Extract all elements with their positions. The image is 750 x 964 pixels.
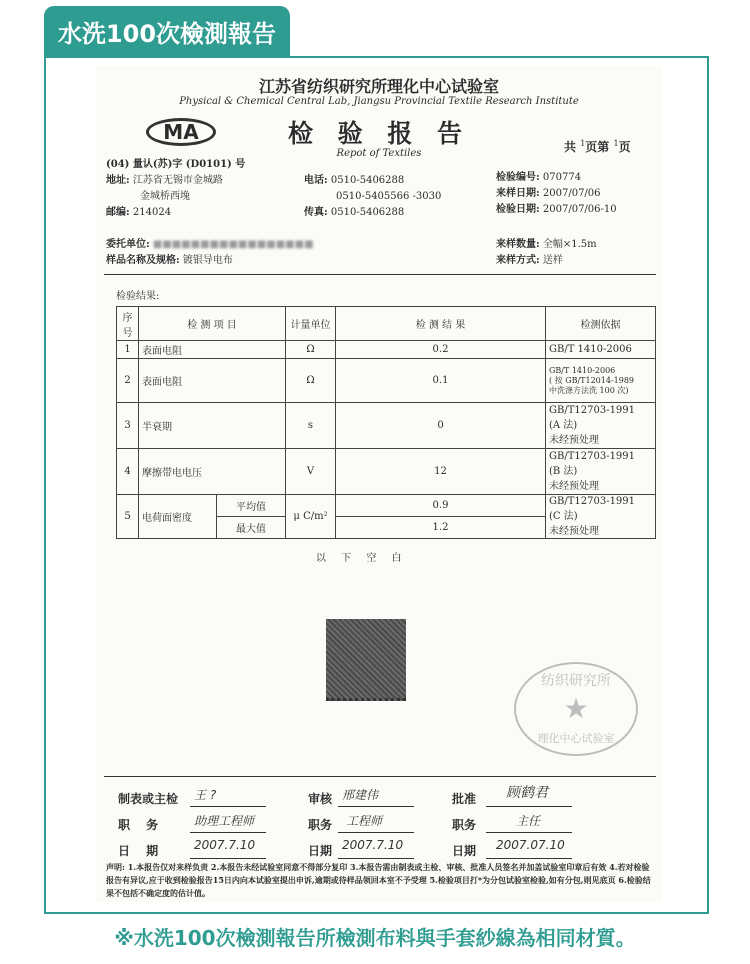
row2-no: 2 [117, 359, 139, 403]
test-report-document [96, 66, 662, 902]
duty-line [190, 832, 266, 833]
row2-basis [546, 359, 656, 403]
duty-signature: 助理工程师 [194, 814, 255, 828]
row3-unit: s [286, 403, 336, 449]
results-label: 检验结果: [116, 291, 160, 302]
date2-signature: 2007.7.10 [342, 838, 404, 852]
test-date-value: 2007/07/06-10 [542, 204, 617, 215]
table-row [117, 359, 656, 403]
row4-item: 摩擦带电电压 [139, 449, 286, 495]
row4-basis-line3: 未经预处理 [549, 481, 599, 492]
test-date [496, 203, 617, 217]
row5-basis [546, 495, 656, 539]
fax [304, 206, 404, 220]
approver-label: 批准 [452, 792, 477, 806]
page-end-label: 页 [618, 140, 631, 154]
report-title-en: Repot of Textiles [336, 148, 422, 159]
table-header-row [117, 307, 656, 341]
stamp-star-icon: ★ [563, 692, 589, 725]
institute-name-en: Physical & Chemical Central Lab, Jiangsu Provincial Textile Research Institute [179, 96, 579, 107]
table-row [117, 403, 656, 449]
header-result: 检 测 结 果 [336, 307, 546, 341]
duty2-label: 职务 [308, 818, 333, 832]
sample-name-value: 镀银导电布 [182, 255, 233, 266]
row4-result: 12 [336, 449, 546, 495]
duty3-signature: 主任 [516, 814, 541, 828]
divider-line [104, 274, 656, 275]
row1-no: 1 [117, 341, 139, 359]
duty2-line [338, 832, 414, 833]
row5-sub-average: 平均值 [217, 495, 286, 517]
row3-basis-line2: (A 法) [549, 420, 578, 431]
sample-date-label: 来样日期: [496, 188, 540, 199]
ma-certification-logo: MA [146, 118, 216, 146]
row4-basis-line1: GB/T12703-1991 [549, 451, 636, 462]
phone-value-2: 0510-5405566 -3030 [336, 191, 442, 202]
footnote-caption: ※水洗100次檢測報告所檢測布料與手套紗線為相同材質。 [114, 926, 636, 950]
sample-date [496, 187, 601, 201]
row2-unit: Ω [286, 359, 336, 403]
header-no: 序号 [117, 307, 139, 341]
row5-result-average: 0.9 [336, 495, 546, 517]
reviewer-signature: 邢建伟 [342, 788, 379, 802]
page-count [564, 138, 631, 155]
report-title: 检 验 报 告 [287, 119, 471, 148]
date3-line [486, 858, 572, 859]
report-badge: 水洗100次檢測報告 [44, 6, 290, 56]
sample-method-label: 来样方式: [496, 255, 540, 266]
row4-basis [546, 449, 656, 495]
table-row [117, 449, 656, 495]
page-total: 1 [580, 139, 586, 148]
row2-basis-line3: 中洗涤方法洗 100 次) [549, 385, 629, 395]
table-row [117, 341, 656, 359]
row1-item: 表面电阻 [139, 341, 286, 359]
results-table [116, 306, 656, 539]
row4-unit: V [286, 449, 336, 495]
reviewer-line [338, 806, 414, 807]
duty3-label: 职务 [452, 818, 477, 832]
date-line [190, 858, 266, 859]
address-line2: 金城桥西堍 [140, 191, 190, 202]
reviewer-label: 审核 [308, 792, 333, 806]
institute-name-cn: 江苏省纺织研究所理化中心试验室 [258, 77, 499, 96]
maker-line [190, 806, 266, 807]
signoff-divider [104, 776, 656, 777]
header-item: 检 测 项 目 [139, 307, 286, 341]
row5-no: 5 [117, 495, 139, 539]
date2-label: 日期 [308, 844, 333, 858]
sample-name [106, 254, 233, 268]
row5-basis-line1: GB/T12703-1991 [549, 496, 636, 507]
table-row [117, 495, 656, 517]
row5-basis-line2: (C 法) [549, 511, 578, 522]
row3-item: 半衰期 [139, 403, 286, 449]
maker-label: 制表或主检 [118, 792, 179, 806]
date-signature: 2007.7.10 [194, 838, 256, 852]
row1-basis: GB/T 1410-2006 [546, 341, 656, 359]
row3-basis [546, 403, 656, 449]
report-number-value: 070774 [542, 172, 582, 183]
postcode [106, 206, 171, 220]
phone [304, 174, 404, 188]
postcode-label: 邮编: [106, 207, 130, 218]
approver-signature: 顾鹤君 [506, 785, 548, 801]
row5-basis-line3: 未经预处理 [549, 526, 599, 537]
approver-line [486, 806, 572, 807]
duty3-line [486, 832, 572, 833]
date3-signature: 2007.07.10 [496, 838, 565, 852]
row2-result: 0.1 [336, 359, 546, 403]
date-label: 日 期 [118, 844, 165, 858]
row3-result: 0 [336, 403, 546, 449]
row1-result: 0.2 [336, 341, 546, 359]
row4-no: 4 [117, 449, 139, 495]
phone-label: 电话: [304, 175, 328, 186]
lab-seal-stamp [514, 662, 638, 756]
blank-below-note: 以 下 空 白 [316, 553, 408, 564]
page-total-label: 共 [564, 140, 577, 154]
sample-name-label: 样品名称及规格: [106, 255, 180, 266]
address [106, 174, 223, 188]
row1-unit: Ω [286, 341, 336, 359]
row5-sub-max: 最大值 [217, 517, 286, 539]
client-value-redacted: ■■■■■■■■■■■■■■■■■ [152, 239, 314, 250]
sample-method [496, 254, 563, 268]
page-current: 1 [613, 139, 619, 148]
sample-quantity-label: 来样数量: [496, 239, 540, 250]
row5-item: 电荷面密度 [139, 495, 217, 539]
stamp-bottom-text: 理化中心试验室 [537, 732, 615, 745]
page-mid-label: 页第 [585, 140, 610, 154]
address-label: 地址: [106, 175, 130, 186]
duty2-signature: 工程师 [346, 814, 383, 828]
date2-line [338, 858, 414, 859]
client [106, 238, 314, 252]
sample-quantity [496, 238, 597, 252]
row2-item: 表面电阻 [139, 359, 286, 403]
row3-basis-line1: GB/T12703-1991 [549, 405, 636, 416]
fax-label: 传真: [304, 207, 328, 218]
disclaimer-notice: 声明: 1.本报告仅对来样负责 2.本报告未经试验室同意不得部分复印 3.本报告需由制表或主检、审核、批准人员签名并加盖试验室印章后有效 4.若对检验报告有异议,应于收到检验报告15日内向本试验室提出申诉,逾期或待样品领回本室不予受理 5.检验项目打*为分包试验室检验,如有分包,则见底页 6.检验结果不包括不确定度的估计值。 [106, 862, 651, 898]
row5-result-max: 1.2 [336, 517, 546, 539]
postcode-value: 214024 [132, 207, 172, 218]
client-label: 委托单位: [106, 239, 150, 250]
report-number-label: 检验编号: [496, 172, 540, 183]
sample-quantity-value: 全幅×1.5m [542, 239, 597, 250]
report-number [496, 171, 581, 185]
row2-basis-line1: GB/T 1410-2006 [549, 365, 616, 375]
duty-label: 职 务 [118, 818, 165, 832]
sample-date-value: 2007/07/06 [542, 188, 601, 199]
header-unit: 计量单位 [286, 307, 336, 341]
header-basis: 检测依据 [546, 307, 656, 341]
cert-number: (04) 量认(苏)字 (D0101) 号 [106, 159, 246, 170]
row2-basis-line2: ( 按 GB/T12014-1989 [549, 375, 635, 385]
date3-label: 日期 [452, 844, 477, 858]
fabric-sample-image [326, 619, 406, 701]
address-line1: 江苏省无锡市金城路 [132, 175, 223, 186]
test-date-label: 检验日期: [496, 204, 540, 215]
row3-basis-line3: 未经预处理 [549, 435, 599, 446]
maker-signature: 王 ? [194, 788, 217, 802]
stamp-top-text: 纺织研究所 [541, 673, 611, 689]
fax-value: 0510-5406288 [330, 207, 405, 218]
sample-method-value: 送样 [542, 255, 563, 266]
row4-basis-line2: (B 法) [549, 466, 578, 477]
phone-value-1: 0510-5406288 [330, 175, 405, 186]
row3-no: 3 [117, 403, 139, 449]
row5-unit: μ C/m² [286, 495, 336, 539]
